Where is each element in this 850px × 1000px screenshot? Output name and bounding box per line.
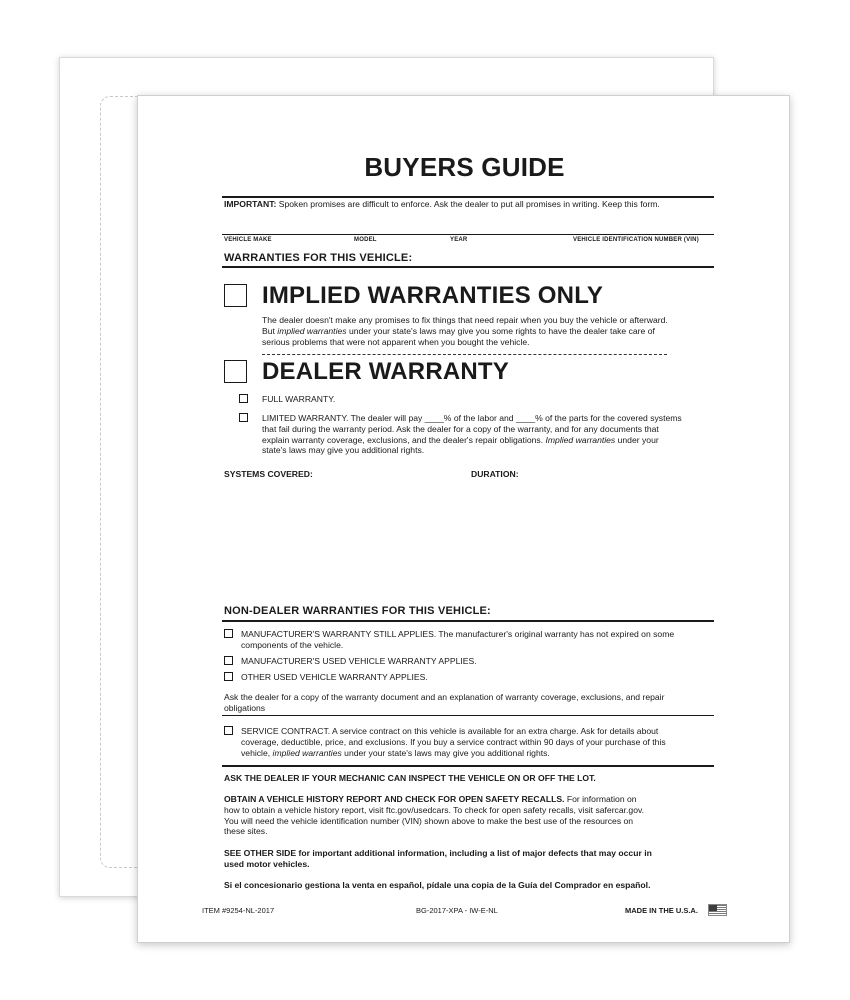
manufacturer-warranty-checkbox[interactable] [224,629,233,638]
buyers-guide-form [137,95,790,943]
ask-dealer-text: Ask the dealer for a copy of the warranty document and an explanation of warranty coverage, exclusions, and repair obligations [224,692,665,713]
manufacturer-warranty-text: MANUFACTURER'S WARRANTY STILL APPLIES. The manufacturer's original warranty has not expired on some components of the vehicle. [241,629,675,650]
implied-warranties-text: The dealer doesn't make any promises to fix things that need repair when you buy the vehicle or afterward. But implied warranties under your state's laws may give you some rights to have the dealer take care of serious problems that were not apparent when you bought the vehicle. [262,315,668,347]
divider [222,196,714,198]
made-in-usa: MADE IN THE U.S.A. [625,906,698,915]
important-text: Spoken promises are difficult to enforce. Ask the dealer to put all promises in writing. Keep this form. [278,199,660,209]
full-warranty-label: FULL WARRANTY. [262,394,336,404]
non-dealer-heading: NON-DEALER WARRANTIES FOR THIS VEHICLE: [224,605,491,617]
duration-label: DURATION: [471,469,519,479]
form-title: BUYERS GUIDE [364,152,565,182]
vin-label: VEHICLE IDENTIFICATION NUMBER (VIN) [573,237,699,243]
mechanic-notice: ASK THE DEALER IF YOUR MECHANIC CAN INSPECT THE VEHICLE ON OR OFF THE LOT. [224,773,596,783]
limited-warranty-text: LIMITED WARRANTY. The dealer will pay ____% of the labor and ____% of the parts for the covered systems that fail during the warranty period. Ask the dealer for a copy of the warranty, and for any documents that explain warranty coverage, exclusions, and the dealer's repair obligations. Implied warranties under your state's laws may give you additional rights. [262,413,682,456]
important-notice [224,199,660,210]
divider [222,620,714,622]
divider [222,715,714,716]
dealer-warranty-checkbox[interactable] [224,360,247,383]
implied-warranties-checkbox[interactable] [224,284,247,307]
limited-warranty-checkbox[interactable] [239,413,248,422]
us-flag-icon [708,904,727,916]
dashed-separator [262,354,667,355]
implied-warranties-title: IMPLIED WARRANTIES ONLY [262,282,604,309]
vehicle-fields-line [222,234,714,235]
spanish-notice: Si el concesionario gestiona la venta en español, pídale una copia de la Guía del Comprador en español. [224,880,651,890]
model-label: MODEL [354,237,377,243]
used-vehicle-warranty-checkbox[interactable] [224,656,233,665]
divider [222,765,714,767]
warranties-heading: WARRANTIES FOR THIS VEHICLE: [224,252,413,264]
used-vehicle-warranty-label: MANUFACTURER'S USED VEHICLE WARRANTY APPLIES. [241,656,477,666]
divider [222,266,714,268]
year-label: YEAR [450,237,468,243]
important-label: IMPORTANT: [224,199,277,209]
item-number: ITEM #9254-NL-2017 [202,906,275,915]
vehicle-make-label: VEHICLE MAKE [224,237,272,243]
full-warranty-checkbox[interactable] [239,394,248,403]
other-used-warranty-checkbox[interactable] [224,672,233,681]
form-code: BG-2017-XPA - IW-E-NL [416,906,498,915]
dealer-warranty-title: DEALER WARRANTY [262,358,509,385]
service-contract-checkbox[interactable] [224,726,233,735]
systems-covered-label: SYSTEMS COVERED: [224,469,313,479]
other-used-warranty-label: OTHER USED VEHICLE WARRANTY APPLIES. [241,672,428,682]
service-contract-text: SERVICE CONTRACT. A service contract on this vehicle is available for an extra charge. Ask for details about coverage, deductible, price, and exclusions. If you buy a service contract within 90 days of your purchase of this vehicle, implied warranties under your state's laws may give you additional rights. [241,726,666,758]
history-report-notice: OBTAIN A VEHICLE HISTORY REPORT AND CHECK FOR OPEN SAFETY RECALLS. For information on how to obtain a vehicle history report, visit ftc.gov/usedcars. To check for open safety recalls, visit safercar.gov. You will need the vehicle identification number (VIN) shown above to make the best use of the resources on these sites. [224,794,645,837]
other-side-notice: SEE OTHER SIDE for important additional information, including a list of major defects that may occur in used motor vehicles. [224,848,652,869]
